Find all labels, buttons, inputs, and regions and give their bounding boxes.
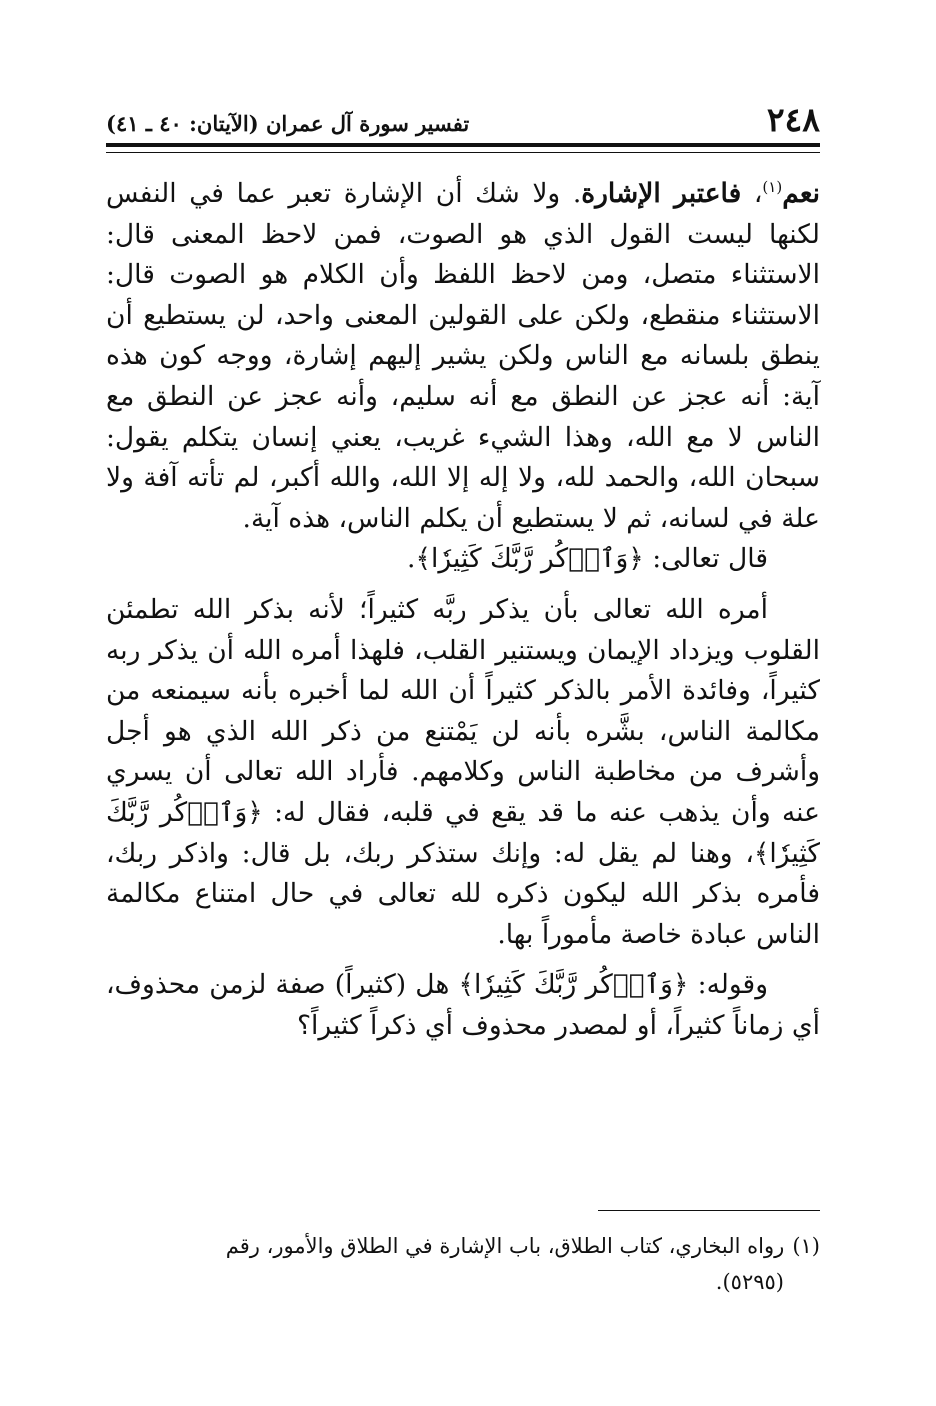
page-number: ٢٤٨: [766, 100, 820, 139]
paragraph-4-text-2: هل (كثيراً) صفة لزمن محذوف، أي زماناً كثيراً، أو لمصدر محذوف أي ذكراً كثيراً؟: [106, 969, 820, 1041]
quran-verse: ﴿وَٱذۡكُر رَّبَّكَ كَثِيرٗا﴾: [106, 796, 820, 869]
footnote-line-1: رواه البخاري، كتاب الطلاق، باب الإشارة في الطلاق والأمور، رقم: [225, 1234, 785, 1258]
paragraph-2-text: قال تعالى:: [643, 543, 768, 575]
page-header: [106, 98, 820, 142]
footnote-separator: [598, 1210, 820, 1211]
paragraph-4-text: وقوله:: [688, 969, 768, 1001]
footnote-1: [106, 1228, 820, 1264]
paragraph-1-comma: ،: [741, 178, 763, 209]
paragraph-2: [106, 539, 820, 580]
quran-verse: ﴿وَٱذۡكُر رَّبَّكَ كَثِيرٗا﴾: [458, 969, 689, 1001]
header-rule-thin: [106, 152, 820, 153]
paragraph-3: [106, 590, 820, 955]
footnote-ref[interactable]: (١): [762, 178, 783, 197]
paragraph-2-end: .: [407, 543, 416, 575]
quran-verse: ﴿وَٱذۡكُر رَّبَّكَ كَثِيرٗا﴾: [415, 543, 644, 575]
paragraph-1: [106, 174, 820, 539]
paragraph-4: [106, 965, 820, 1046]
footnote-1-continued: [106, 1264, 820, 1300]
footnotes: [106, 1228, 820, 1300]
paragraph-1-bold: فاعتبر الإشارة: [581, 178, 742, 209]
paragraph-3-text: أمره الله تعالى بأن يذكر ربَّه كثيراً؛ لأنه بذكر الله تطمئن القلوب ويزداد الإيمان ويستنير القلب، فلهذا أمره الله أن يذكر ربه كثيراً، وفائدة الأمر بالذكر كثيراً أن الله لما أخبره بأنه سيمنعه من مكالمة الناس، بشَّره بأنه لن يَمْتنع من ذكر الله الذي هو أجل وأشرف من مخاطبة الناس وكلامهم. فأراد الله تعالى أن يسري عنه وأن يذهب عنه ما قد يقع في قلبه، فقال له:: [106, 593, 820, 828]
footnote-number: (١): [792, 1234, 820, 1258]
header-rule-thick: [106, 143, 820, 147]
paragraph-3-text-2: ، وهنا لم يقل له: وإنك ستذكر ربك، بل قال: واذكر ربك، فأمره بذكر الله ليكون ذكره لله تعالى في حال امتناع مكالمة الناس عبادة خاصة مأموراً بها.: [106, 837, 820, 950]
paragraph-1-lead: نعم: [782, 178, 820, 209]
body-text: [106, 174, 820, 1046]
running-title: تفسير سورة آل عمران (الآيتان: ٤٠ ـ ٤١): [106, 111, 470, 136]
paragraph-1-text: . ولا شك أن الإشارة تعبر عما في النفس لكنها ليست القول الذي هو الصوت، فمن لاحظ المعنى قال: الاستثناء متصل، ومن لاحظ اللفظ وأن الكلام هو الصوت قال: الاستثناء منقطع، ولكن على القولين المعنى واحد، لن يستطيع أن ينطق بلسانه مع الناس ولكن يشير إليهم إشارة، ووجه كون هذه آية: أنه عجز عن النطق مع أنه سليم، وأنه عجز عن النطق مع الناس لا مع الله، وهذا الشيء غريب، يعني إنسان يتكلم يقول: سبحان الله، والحمد لله، ولا إله إلا الله، والله أكبر، لم تأته آفة ولا علة في لسانه، ثم لا يستطيع أن يكلم الناس، هذه آية.: [106, 178, 820, 534]
footnote-line-2: (٥٢٩٥).: [715, 1270, 784, 1294]
